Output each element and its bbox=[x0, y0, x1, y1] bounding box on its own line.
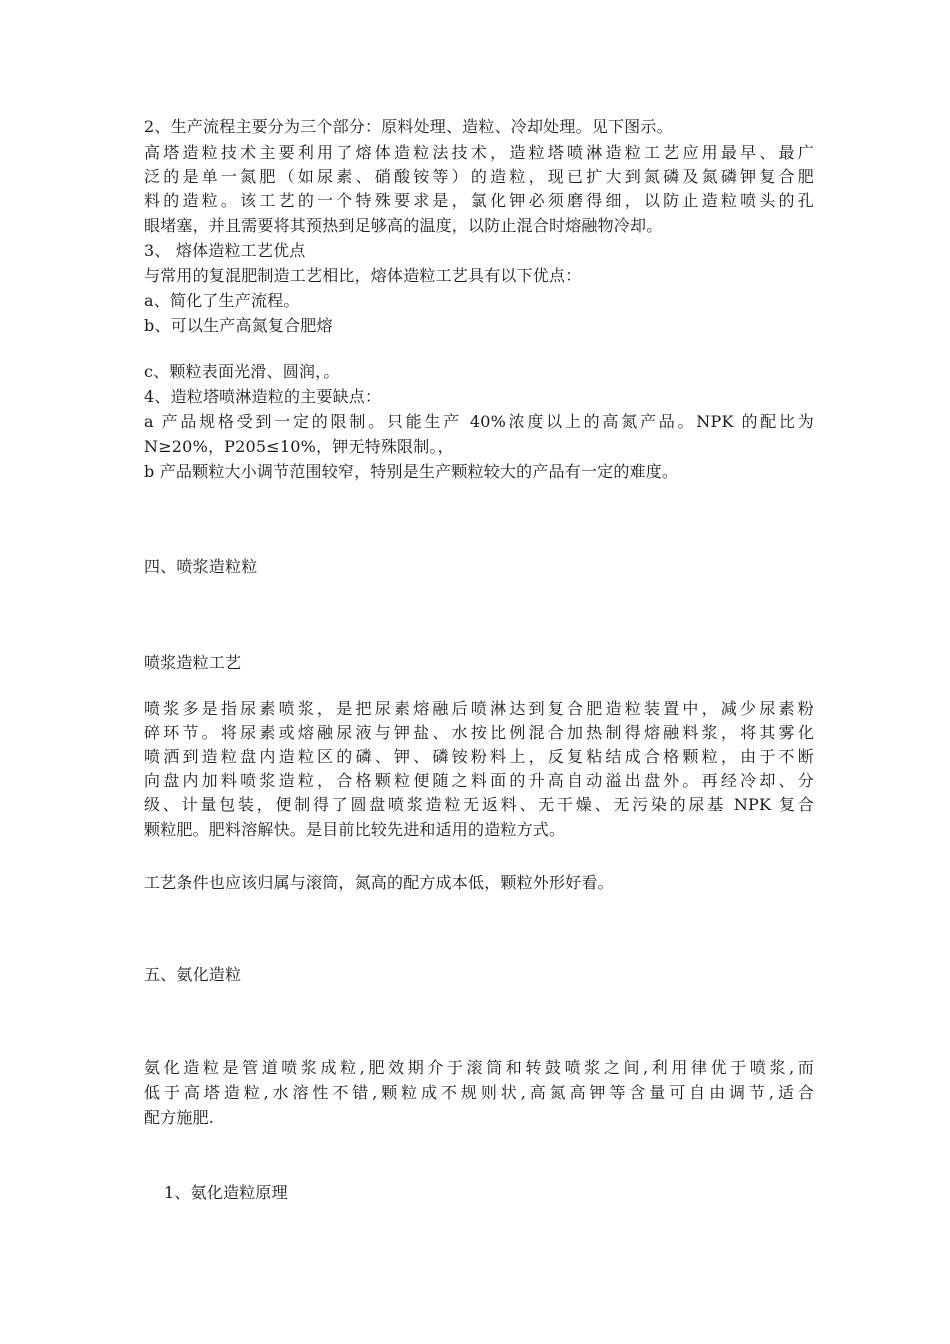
section-title-4: 四、喷浆造粒粒 bbox=[144, 557, 258, 576]
advantage-item-a: a、简化了生产流程。 bbox=[144, 291, 300, 310]
paragraph-line: 喷浆多是指尿素喷浆，是把尿素熔融后喷淋达到复合肥造粒装置中，减少尿素粉 bbox=[144, 699, 814, 718]
paragraph-line: 料的造粒。该工艺的一个特殊要求是，氯化钾必须磨得细，以防止造粒喷头的孔 bbox=[144, 191, 814, 210]
paragraph-line: 颗粒肥。肥料溶解快。是目前比较先进和适用的造粒方式。 bbox=[144, 820, 566, 839]
process-overview-line: 2、生产流程主要分为三个部分：原料处理、造粒、冷却处理。见下图示。 bbox=[144, 117, 673, 136]
paragraph-line: 高塔造粒技术主要利用了熔体造粒法技术，造粒塔喷淋造粒工艺应用最早、最广 bbox=[144, 143, 814, 162]
paragraph-line: 低于高塔造粒,水溶性不错,颗粒成不规则状,高氮高钾等含量可自由调节,适合 bbox=[144, 1083, 814, 1102]
paragraph-line: 碎环节。将尿素或熔融尿液与钾盐、水按比例混合加热制得熔融料浆，将其雾化 bbox=[144, 723, 814, 742]
paragraph-line: 泛的是单一氮肥（如尿素、硝酸铵等）的造粒，现已扩大到氮磷及氮磷钾复合肥 bbox=[144, 167, 814, 186]
advantages-intro: 与常用的复混肥制造工艺相比，熔体造粒工艺具有以下优点： bbox=[144, 266, 582, 285]
advantage-item-c: c、颗粒表面光滑、圆润，。 bbox=[144, 362, 340, 381]
paragraph-line: 配方施肥. bbox=[144, 1108, 215, 1127]
disadvantages-heading: 4、造粒塔喷淋造粒的主要缺点： bbox=[144, 387, 382, 406]
paragraph-line: 氨化造粒是管道喷浆成粒,肥效期介于滚筒和转鼓喷浆之间,利用律优于喷浆,而 bbox=[144, 1058, 814, 1077]
paragraph-process-conditions: 工艺条件也应该归属与滚筒，氮高的配方成本低，颗粒外形好看。 bbox=[144, 873, 614, 892]
advantages-heading: 3、 熔体造粒工艺优点 bbox=[144, 241, 306, 260]
subheading-ammoniation-principle: 1、氨化造粒原理 bbox=[164, 1183, 288, 1202]
disadvantage-item-b: b 产品颗粒大小调节范围较窄，特别是生产颗粒较大的产品有一定的难度。 bbox=[144, 462, 679, 481]
section-title-5: 五、氨化造粒 bbox=[144, 965, 242, 984]
paragraph-line: 喷洒到造粒盘内造粒区的磷、钾、磷铵粉料上，反复粘结成合格颗粒，由于不断 bbox=[144, 747, 814, 766]
disadvantage-item-a: a 产品规格受到一定的限制。只能生产 40%浓度以上的高氮产品。NPK 的配比为 bbox=[144, 412, 814, 431]
paragraph-line: 级、计量包装，便制得了圆盘喷浆造粒无返料、无干燥、无污染的尿基 NPK 复合 bbox=[144, 795, 814, 814]
section-subtitle-spray: 喷浆造粒工艺 bbox=[144, 653, 242, 672]
disadvantage-item-a-cont: N≥20%，P205≤10%，钾无特殊限制。， bbox=[144, 437, 454, 456]
paragraph-line: 向盘内加料喷浆造粒，合格颗粒便随之料面的升高自动溢出盘外。再经冷却、分 bbox=[144, 771, 814, 790]
advantage-item-b: b、可以生产高氮复合肥熔 bbox=[144, 316, 333, 335]
paragraph-line: 眼堵塞，并且需要将其预热到足够高的温度，以防止混合时熔融物冷却。 bbox=[144, 216, 663, 235]
